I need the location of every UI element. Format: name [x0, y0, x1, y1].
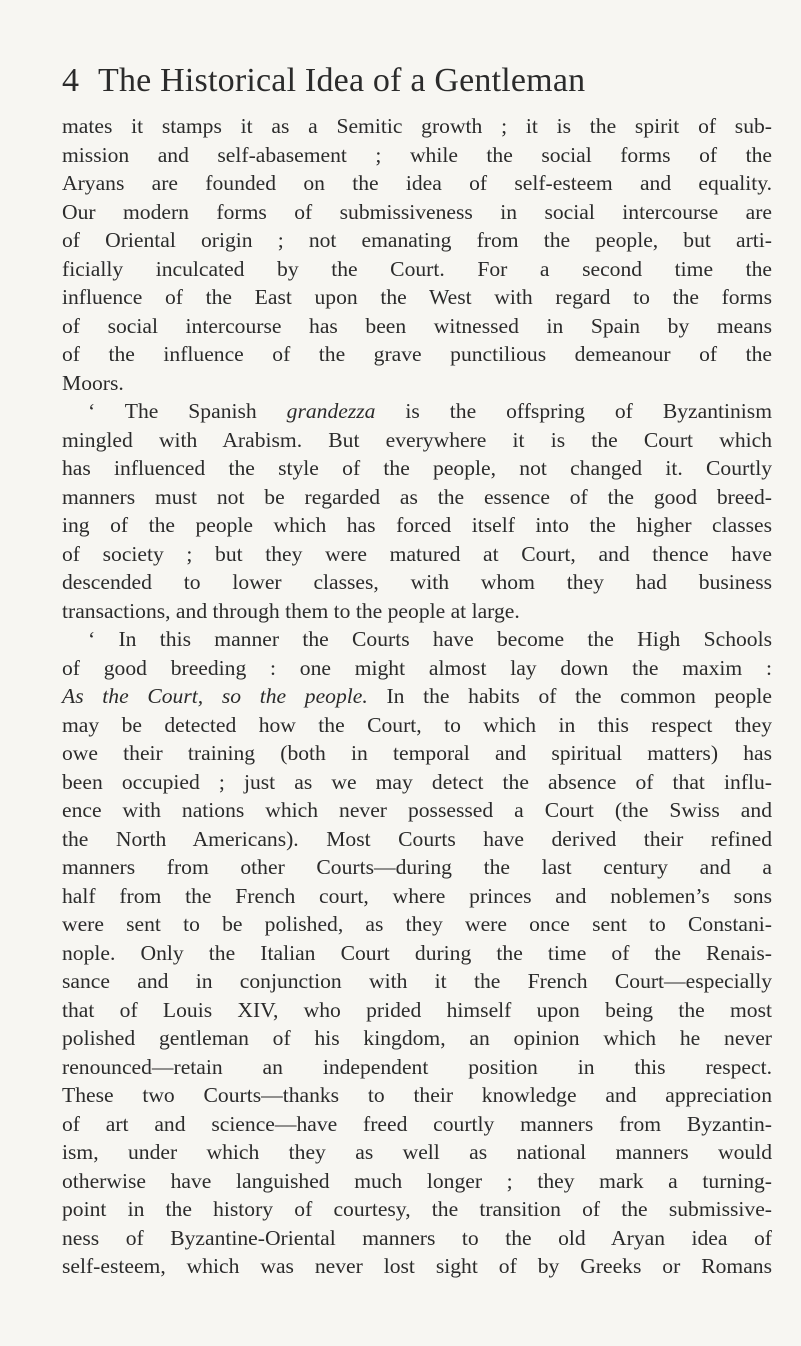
- text-line: manners from other Courts—during the last century and a: [62, 855, 772, 879]
- text-line: ‘ In this manner the Courts have become the High Schools: [88, 627, 772, 651]
- text-line: the North Americans). Most Courts have derived their refined: [62, 826, 772, 851]
- text-line: sance and in conjunction with it the French Court—especially: [62, 969, 772, 993]
- text-line: of Oriental origin ; not emanating from the people, but arti-: [62, 228, 772, 252]
- italic-maxim: As the Court, so the people.: [62, 684, 368, 708]
- text-line: point in the history of courtesy, the transition of the submissive-: [62, 1197, 772, 1221]
- text-line: renounced—retain an independent position in this respect.: [62, 1054, 772, 1079]
- text-line: of the influence of the grave punctilious demeanour of the: [62, 342, 772, 366]
- text-line: half from the French court, where princes and noblemen’s sons: [62, 883, 772, 908]
- text-line: ficially inculcated by the Court. For a second time the: [62, 256, 772, 281]
- text-line: mates it stamps it as a Semitic growth ; it is the spirit of sub-: [62, 114, 772, 138]
- text-line: [62, 682, 772, 711]
- text-line: mingled with Arabism. But everywhere it is the Court which: [62, 427, 772, 452]
- text-line: of art and science—have freed courtly manners from Byzantin-: [62, 1111, 772, 1136]
- text-span: is the offspring of Byzantinism: [405, 399, 772, 423]
- text-line: nople. Only the Italian Court during the time of the Renais-: [62, 940, 772, 965]
- text-line: descended to lower classes, with whom they had business: [62, 570, 772, 594]
- text-line: Moors.: [62, 370, 124, 395]
- text-line: otherwise have languished much longer ; they mark a turning-: [62, 1168, 772, 1193]
- running-title: The Historical Idea of a Gentleman: [98, 62, 586, 99]
- page-number: 4: [62, 62, 79, 99]
- text-line: has influenced the style of the people, not changed it. Courtly: [62, 456, 772, 480]
- text-line: ence with nations which never possessed a Court (the Swiss and: [62, 798, 772, 822]
- text-span: ‘ The Spanish: [88, 399, 257, 423]
- text-line: influence of the East upon the West with regard to the forms: [62, 285, 772, 309]
- paragraph-3: [62, 625, 772, 1281]
- paragraph-1: [62, 112, 772, 397]
- text-line: Aryans are founded on the idea of self-esteem and equality.: [62, 171, 772, 195]
- text-line: manners must not be regarded as the essence of the good breed-: [62, 484, 772, 509]
- text-line: of good breeding : one might almost lay down the maxim :: [62, 655, 772, 680]
- text-line: polished gentleman of his kingdom, an opinion which he never: [62, 1026, 772, 1050]
- text-line: were sent to be polished, as they were once sent to Constani-: [62, 912, 772, 936]
- text-line: of social intercourse has been witnessed in Spain by means: [62, 313, 772, 338]
- text-line: self-esteem, which was never lost sight of by Greeks or Romans: [62, 1254, 772, 1278]
- text-line: that of Louis XIV, who prided himself upon being the most: [62, 997, 772, 1022]
- page-header: [62, 56, 762, 106]
- text-line: of society ; but they were matured at Court, and thence have: [62, 541, 772, 566]
- body-text: [62, 112, 772, 1281]
- text-line: [62, 397, 772, 426]
- text-line: Our modern forms of submissiveness in social intercourse are: [62, 199, 772, 224]
- text-line: may be detected how the Court, to which in this respect they: [62, 712, 772, 737]
- text-line: been occupied ; just as we may detect the absence of that influ-: [62, 769, 772, 794]
- italic-term: grandezza: [286, 399, 376, 423]
- text-line: These two Courts—thanks to their knowledge and appreciation: [62, 1083, 772, 1107]
- text-line: ism, under which they as well as national manners would: [62, 1140, 772, 1164]
- text-line: ing of the people which has forced itself into the higher classes: [62, 513, 772, 537]
- text-line: transactions, and through them to the people at large.: [62, 598, 520, 623]
- text-line: mission and self-abasement ; while the social forms of the: [62, 142, 772, 167]
- text-span: In the habits of the common people: [386, 684, 772, 708]
- text-line: owe their training (both in temporal and spiritual matters) has: [62, 741, 772, 765]
- text-line: ness of Byzantine-Oriental manners to the old Aryan idea of: [62, 1225, 772, 1250]
- paragraph-2: [62, 397, 772, 625]
